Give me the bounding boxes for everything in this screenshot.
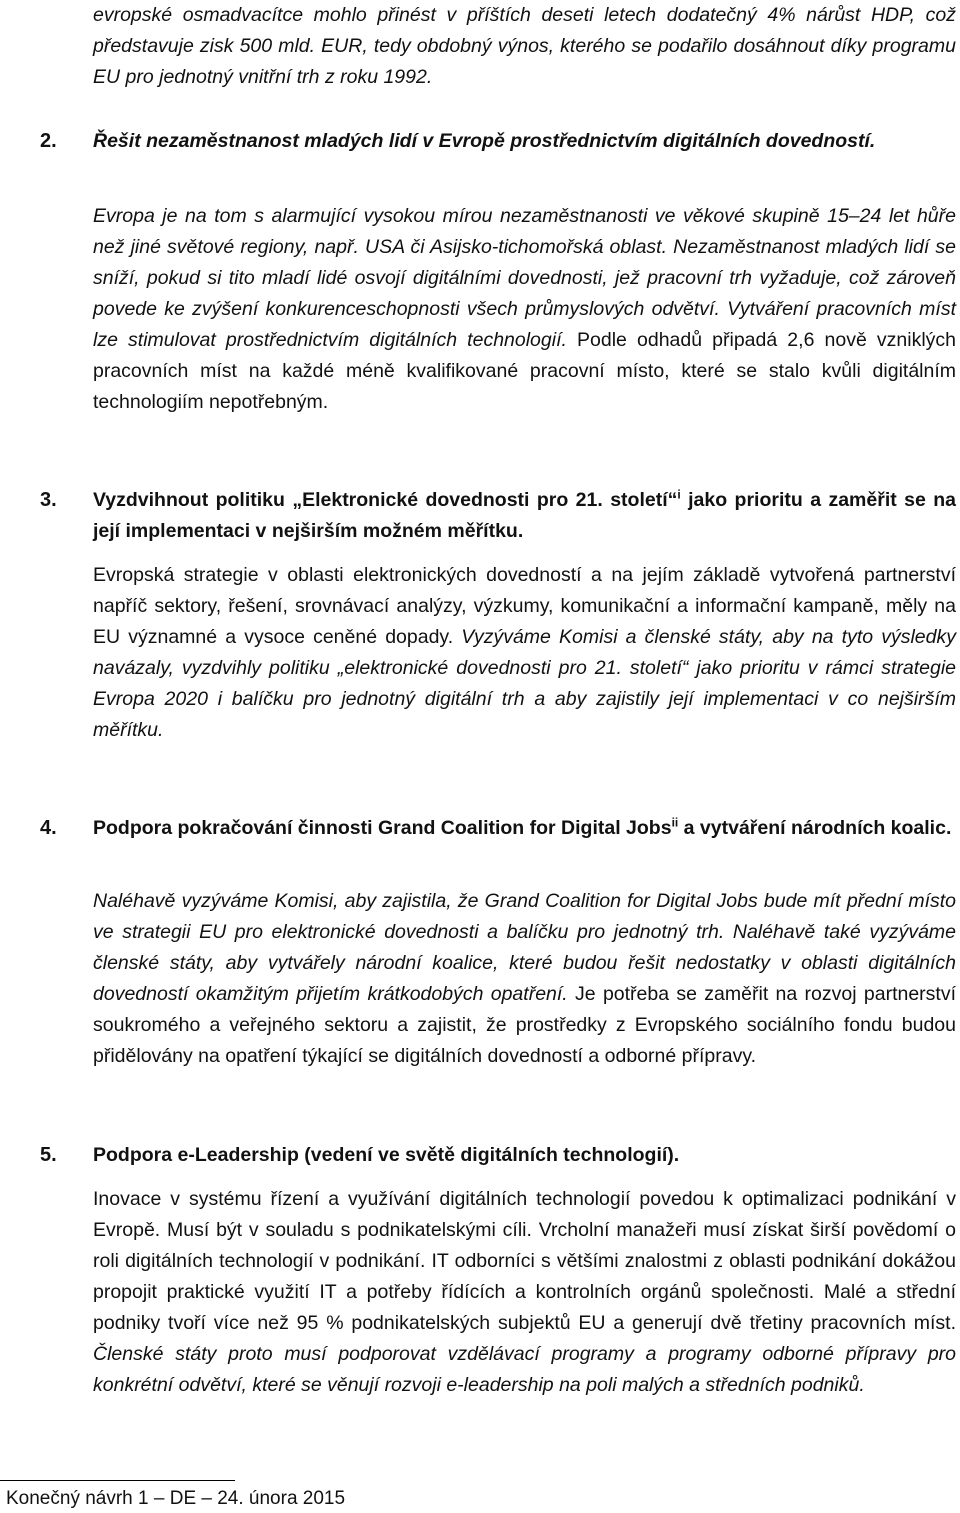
section-2-heading-text: Řešit nezaměstnanost mladých lidí v Evropě prostřednictvím digitálních dovedností. [93, 130, 876, 152]
section-5-heading-text: Podpora e-Leadership (vedení ve světě digitálních technologií). [93, 1144, 680, 1166]
intro-paragraph [93, 0, 956, 93]
section-4-heading-part2: a vytváření národních koalic. [683, 817, 952, 839]
section-2-body [93, 201, 956, 418]
section-5-heading [93, 1140, 956, 1171]
section-3-body [93, 560, 956, 746]
section-3-body-normal: Evropská strategie v oblasti elektronických dovedností a na jejím základě vytvořená partnerství napříč sektory, řešení, srovnávací analýzy, výzkumy, komunikační a informační kampaně, měly na EU významné a vysoce ceněné dopady. [93, 564, 956, 648]
page-footer: Konečný návrh 1 – DE – 24. února 2015 [6, 1488, 346, 1509]
section-2-heading [93, 126, 956, 157]
section-2-body-italic: Evropa je na tom s alarmující vysokou mírou nezaměstnanosti ve věkové skupině 15–24 let hůře než jiné světové regiony, např. USA či Asijsko-tichomořská oblast. Nezaměstnanost mladých lidí se sníží, pokud si tito mladí lidé osvojí digitálními dovednosti, jež pracovní trh vyžaduje, což zároveň povede ke zvýšení konkurenceschopnosti všech průmyslových odvětví. Vytváření pracovních míst lze stimulovat prostřednictvím digitálních technologií. [93, 205, 956, 351]
intro-text: evropské osmadvacítce mohlo přinést v příštích deseti letech dodatečný 4% nárůst HDP, což představuje zisk 500 mld. EUR, tedy obdobný výnos, kterého se podařilo dosáhnout díky programu EU pro jednotný vnitřní trh z roku 1992. [93, 4, 956, 88]
section-3-endnote-ref[interactable]: i [677, 487, 681, 502]
section-3-body-italic: Vyzýváme Komisi a členské státy, aby na tyto výsledky navázaly, vyzdvihly politiku „elektronické dovednosti pro 21. století“ jako prioritu v rámci strategie Evropa 2020 i balíčku pro jednotný digitální trh a aby zajistily její implementaci v co nejširším měřítku. [93, 626, 956, 741]
section-4-body-italic: Naléhavě vyzýváme Komisi, aby zajistila, že Grand Coalition for Digital Jobs bude mít přední místo ve strategii EU pro elektronické dovednosti a balíčku pro jednotný trh. Naléhavě také vyzýváme členské státy, aby vytvářely národní koalice, které budou řešit nedostatky v oblasti digitálních dovedností okamžitým přijetím krátkodobých opatření. [93, 890, 956, 1005]
section-5-body [93, 1184, 956, 1401]
section-4-endnote-ref[interactable]: ii [671, 815, 679, 830]
section-5-body-italic: Členské státy proto musí podporovat vzdělávací programy a programy odborné přípravy pro konkrétní odvětví, které se věnují rozvoji e-leadership na poli malých a středních podniků. [93, 1343, 956, 1396]
section-5-body-normal: Inovace v systému řízení a využívání digitálních technologií povedou k optimalizaci podnikání v Evropě. Musí být v souladu s podnikatelskými cíli. Vrcholní manažeři musí získat širší povědomí o roli digitálních technologií v podnikání. IT odborníci s většími znalostmi z oblasti podnikání dokážou propojit praktické využití IT a potřeby řídících a kontrolních orgánů společnosti. Malé a střední podniky tvoří více než 95 % podnikatelských subjektů EU a generují dvě třetiny pracovních míst. [93, 1188, 956, 1334]
section-5-number: 5. [40, 1144, 57, 1166]
section-3-heading-part2: jako prioritu a zaměřit se na její implementaci v nejširším možném měřítku. [93, 489, 956, 542]
footer-divider [0, 1480, 235, 1481]
section-4-heading-part1: Podpora pokračování činnosti Grand Coalition for Digital Jobs [93, 817, 672, 839]
section-4-number: 4. [40, 817, 57, 839]
section-3-heading [93, 485, 956, 547]
section-4-body [93, 886, 956, 1072]
section-2-number: 2. [40, 130, 57, 152]
section-2-body-normal: Podle odhadů připadá 2,6 nově vzniklých pracovních míst na každé méně kvalifikované pracovní místo, které se stalo kvůli digitálním technologiím nepotřebným. [93, 329, 956, 413]
section-4-body-normal: Je potřeba se zaměřit na rozvoj partnerství soukromého a veřejného sektoru a zajistit, že prostředky z Evropského sociálního fondu budou přidělovány na opatření týkající se digitálních dovedností a odborné přípravy. [93, 983, 957, 1067]
section-3-heading-part1: Vyzdvihnout politiku „Elektronické dovednosti pro 21. století“ [93, 489, 678, 511]
section-3-number: 3. [40, 489, 57, 511]
section-4-heading [93, 813, 956, 844]
